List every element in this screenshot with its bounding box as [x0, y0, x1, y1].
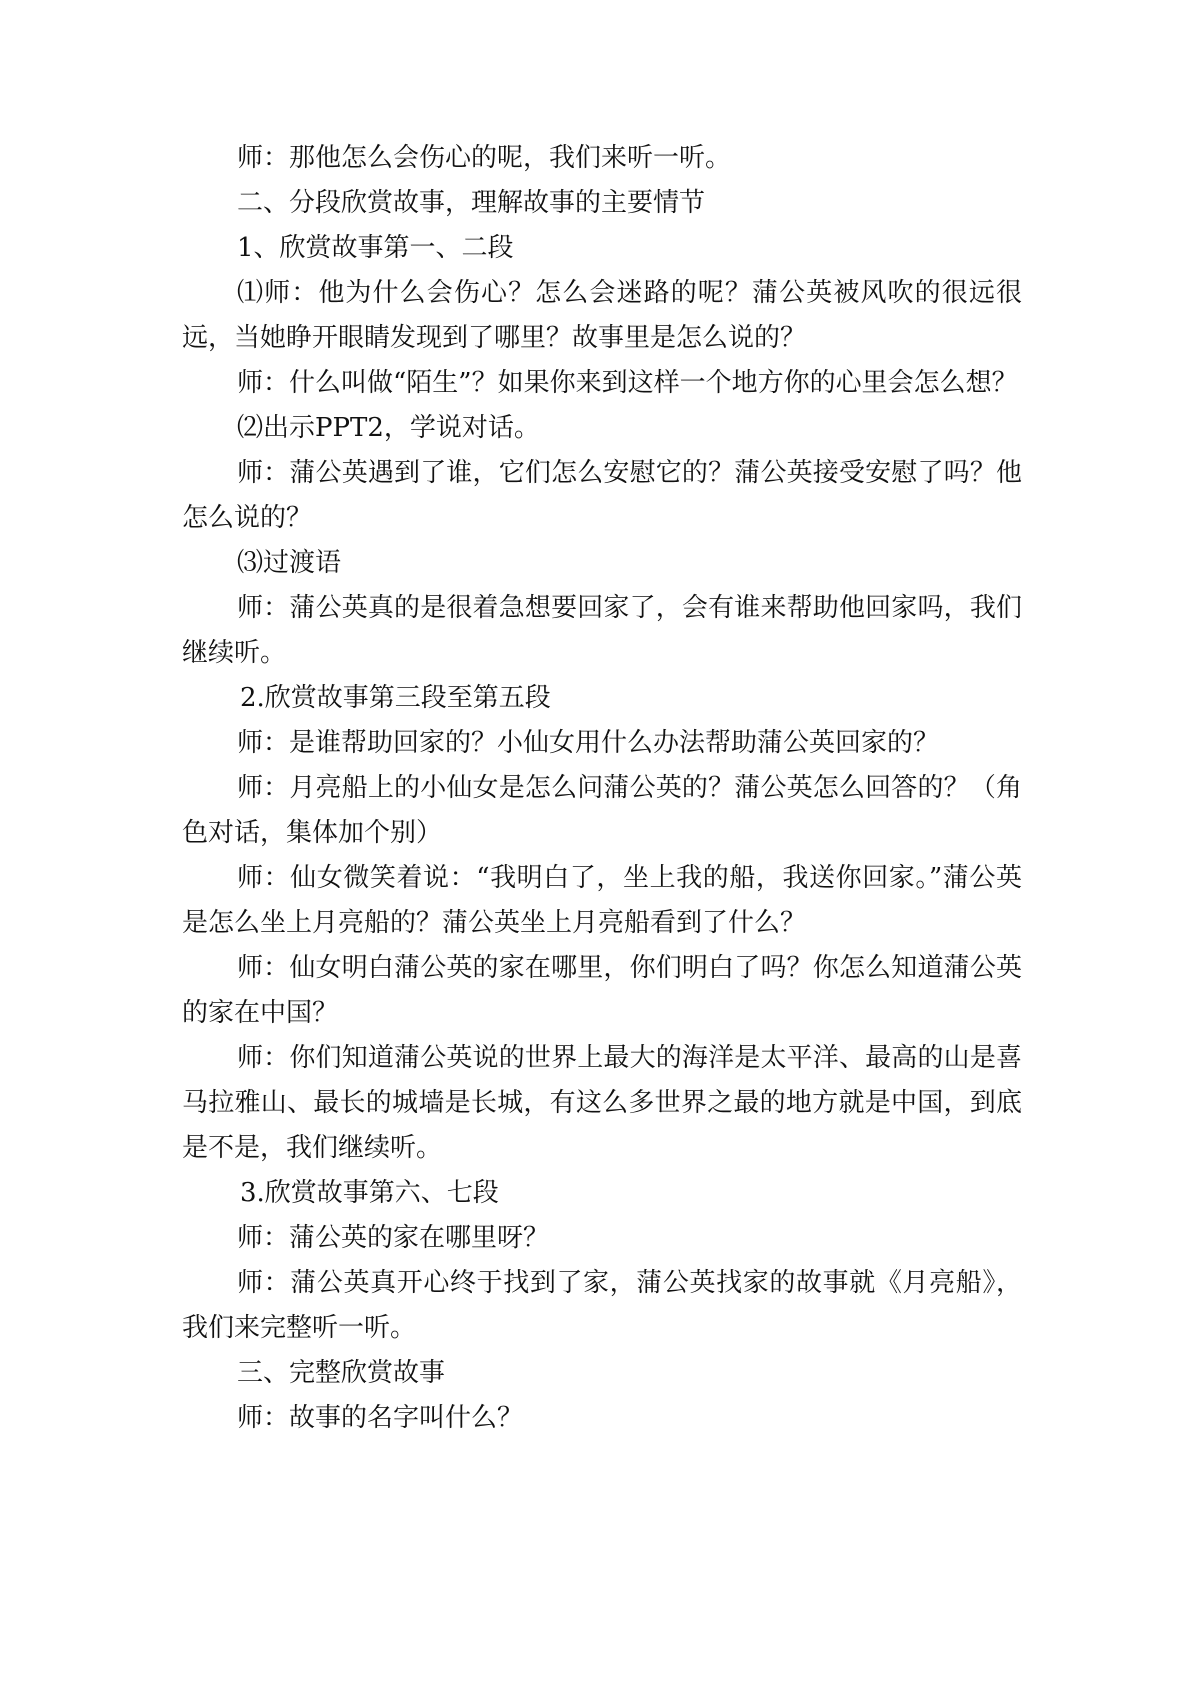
- subsection-heading: 3.欣赏故事第六、七段: [240, 1178, 499, 1208]
- paragraph: 师：蒲公英的家在哪里呀？: [237, 1223, 550, 1253]
- paragraph: ⑶过渡语: [237, 548, 342, 578]
- paragraph: 师：蒲公英遇到了谁，它们怎么安慰它的？蒲公英接受安慰了吗？他怎么说的？: [182, 458, 1022, 533]
- paragraph: ⑴师：他为什么会伤心？怎么会迷路的呢？蒲公英被风吹的很远很远，当她睁开眼睛发现到了哪里？故事里是怎么说的？: [182, 278, 1022, 353]
- paragraph: 师：月亮船上的小仙女是怎么问蒲公英的？蒲公英怎么回答的？（角色对话，集体加个别）: [182, 773, 1022, 848]
- paragraph: 师：仙女明白蒲公英的家在哪里，你们明白了吗？你怎么知道蒲公英的家在中国？: [182, 953, 1022, 1028]
- section-heading: 二、分段欣赏故事，理解故事的主要情节: [237, 188, 706, 218]
- paragraph: 师：那他怎么会伤心的呢，我们来听一听。: [237, 143, 732, 173]
- paragraph: 师：蒲公英真的是很着急想要回家了，会有谁来帮助他回家吗，我们继续听。: [182, 593, 1022, 668]
- paragraph: 师：故事的名字叫什么？: [237, 1403, 524, 1433]
- subsection-heading: 2.欣赏故事第三段至第五段: [240, 683, 551, 713]
- paragraph: 师：仙女微笑着说：“我明白了，坐上我的船，我送你回家。”蒲公英是怎么坐上月亮船的？蒲公英坐上月亮船看到了什么？: [182, 863, 1022, 938]
- paragraph: 师：是谁帮助回家的？小仙女用什么办法帮助蒲公英回家的？: [237, 728, 940, 758]
- paragraph: 师：蒲公英真开心终于找到了家，蒲公英找家的故事就《月亮船》，我们来完整听一听。: [182, 1268, 1022, 1343]
- document-body: [182, 136, 1022, 1441]
- section-heading: 三、完整欣赏故事: [237, 1358, 446, 1388]
- subsection-heading: 1、欣赏故事第一、二段: [237, 233, 514, 263]
- paragraph: ⑵出示PPT2，学说对话。: [237, 413, 540, 443]
- paragraph: 师：什么叫做“陌生”？如果你来到这样一个地方你的心里会怎么想？: [237, 368, 1018, 398]
- paragraph: 师：你们知道蒲公英说的世界上最大的海洋是太平洋、最高的山是喜马拉雅山、最长的城墙是长城，有这么多世界之最的地方就是中国，到底是不是，我们继续听。: [182, 1043, 1022, 1163]
